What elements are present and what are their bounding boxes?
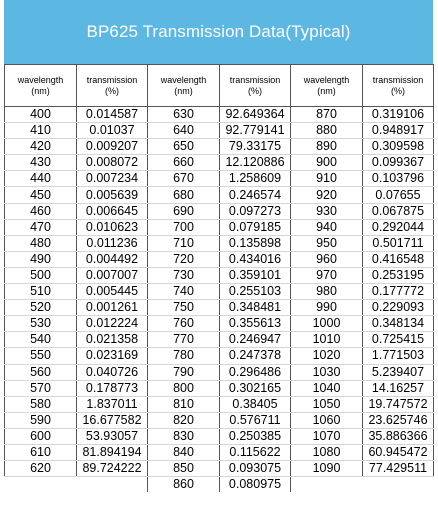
transmission-cell: 5.239407	[363, 364, 434, 380]
wavelength-cell: 760	[148, 316, 220, 332]
wavelength-cell: 1000	[291, 316, 363, 332]
transmission-cell: 77.429511	[363, 461, 434, 477]
table-row	[5, 316, 434, 332]
wavelength-cell: 540	[5, 332, 77, 348]
transmission-cell: 0.359101	[220, 267, 291, 283]
transmission-cell: 1.258609	[220, 171, 291, 187]
wavelength-cell: 660	[148, 155, 220, 171]
transmission-cell: 19.747572	[363, 396, 434, 412]
wavelength-cell: 960	[291, 251, 363, 267]
transmission-cell: 0.010623	[77, 219, 148, 235]
wavelength-header: wavelength (nm)	[148, 65, 220, 107]
transmission-cell: 60.945472	[363, 444, 434, 460]
wavelength-cell: 990	[291, 300, 363, 316]
wavelength-cell: 610	[5, 444, 77, 460]
transmission-cell: 0.292044	[363, 219, 434, 235]
table-row	[5, 461, 434, 477]
transmission-cell: 0.501711	[363, 235, 434, 251]
wavelength-cell: 820	[148, 412, 220, 428]
transmission-cell: 0.001261	[77, 300, 148, 316]
transmission-cell	[77, 477, 148, 493]
transmission-cell: 0.38405	[220, 396, 291, 412]
transmission-cell: 53.93057	[77, 428, 148, 444]
wavelength-cell: 930	[291, 203, 363, 219]
transmission-cell: 0.115622	[220, 444, 291, 460]
wavelength-cell: 560	[5, 364, 77, 380]
wavelength-cell: 1030	[291, 364, 363, 380]
transmission-cell: 0.302165	[220, 380, 291, 396]
transmission-cell: 92.649364	[220, 107, 291, 123]
transmission-cell: 0.011236	[77, 235, 148, 251]
wavelength-cell: 700	[148, 219, 220, 235]
transmission-cell: 0.07655	[363, 187, 434, 203]
transmission-cell: 0.005639	[77, 187, 148, 203]
table-row	[5, 203, 434, 219]
transmission-cell: 0.023169	[77, 348, 148, 364]
transmission-cell: 0.103796	[363, 171, 434, 187]
wavelength-cell: 490	[5, 251, 77, 267]
wavelength-cell: 850	[148, 461, 220, 477]
wavelength-cell: 680	[148, 187, 220, 203]
wavelength-cell: 640	[148, 123, 220, 139]
transmission-cell: 0.01037	[77, 123, 148, 139]
transmission-cell: 12.120886	[220, 155, 291, 171]
transmission-cell: 1.771503	[363, 348, 434, 364]
wavelength-cell	[291, 477, 363, 493]
wavelength-cell: 920	[291, 187, 363, 203]
wavelength-cell: 720	[148, 251, 220, 267]
wavelength-cell: 1080	[291, 444, 363, 460]
transmission-cell: 0.080975	[220, 477, 291, 493]
wavelength-cell: 830	[148, 428, 220, 444]
transmission-cell: 0.005445	[77, 284, 148, 300]
transmission-cell: 0.348134	[363, 316, 434, 332]
wavelength-cell: 980	[291, 284, 363, 300]
transmission-cell: 0.434016	[220, 251, 291, 267]
transmission-header: transmission (%)	[77, 65, 148, 107]
wavelength-cell: 480	[5, 235, 77, 251]
wavelength-cell: 400	[5, 107, 77, 123]
wavelength-cell: 770	[148, 332, 220, 348]
transmission-cell: 0.948917	[363, 123, 434, 139]
table-row	[5, 219, 434, 235]
wavelength-cell: 630	[148, 107, 220, 123]
transmission-cell: 0.253195	[363, 267, 434, 283]
wavelength-cell: 570	[5, 380, 77, 396]
page-title: BP625 Transmission Data(Typical)	[86, 22, 351, 41]
transmission-cell: 0.319106	[363, 107, 434, 123]
wavelength-cell: 740	[148, 284, 220, 300]
wavelength-cell: 1020	[291, 348, 363, 364]
transmission-cell: 14.16257	[363, 380, 434, 396]
transmission-table	[4, 64, 434, 492]
transmission-header: transmission (%)	[220, 65, 291, 107]
table-body	[5, 107, 434, 493]
wavelength-cell: 590	[5, 412, 77, 428]
wavelength-cell: 670	[148, 171, 220, 187]
wavelength-cell: 690	[148, 203, 220, 219]
transmission-cell: 0.008072	[77, 155, 148, 171]
transmission-cell: 0.021358	[77, 332, 148, 348]
table-row	[5, 267, 434, 283]
wavelength-cell: 520	[5, 300, 77, 316]
transmission-cell: 0.014587	[77, 107, 148, 123]
wavelength-header: wavelength (nm)	[5, 65, 77, 107]
wavelength-cell: 950	[291, 235, 363, 251]
title-banner	[4, 0, 433, 64]
wavelength-cell: 650	[148, 139, 220, 155]
transmission-cell: 1.837011	[77, 396, 148, 412]
table-row	[5, 396, 434, 412]
transmission-cell: 0.246947	[220, 332, 291, 348]
table-row	[5, 332, 434, 348]
transmission-cell: 0.246574	[220, 187, 291, 203]
wavelength-cell: 430	[5, 155, 77, 171]
table-row	[5, 251, 434, 267]
transmission-cell: 0.007234	[77, 171, 148, 187]
wavelength-cell: 1090	[291, 461, 363, 477]
transmission-cell: 0.040726	[77, 364, 148, 380]
table-row	[5, 123, 434, 139]
wavelength-cell: 500	[5, 267, 77, 283]
transmission-cell: 0.079185	[220, 219, 291, 235]
transmission-cell: 0.348481	[220, 300, 291, 316]
transmission-cell: 0.007007	[77, 267, 148, 283]
wavelength-cell: 1060	[291, 412, 363, 428]
wavelength-cell: 410	[5, 123, 77, 139]
wavelength-cell: 470	[5, 219, 77, 235]
transmission-cell: 23.625746	[363, 412, 434, 428]
table-row	[5, 139, 434, 155]
wavelength-cell: 460	[5, 203, 77, 219]
transmission-cell: 0.009207	[77, 139, 148, 155]
wavelength-cell: 870	[291, 107, 363, 123]
transmission-cell: 0.250385	[220, 428, 291, 444]
transmission-cell: 0.255103	[220, 284, 291, 300]
transmission-cell: 0.296486	[220, 364, 291, 380]
transmission-cell: 0.355613	[220, 316, 291, 332]
wavelength-cell: 880	[291, 123, 363, 139]
wavelength-header: wavelength (nm)	[291, 65, 363, 107]
wavelength-cell: 1050	[291, 396, 363, 412]
transmission-cell: 0.416548	[363, 251, 434, 267]
table-row	[5, 235, 434, 251]
wavelength-cell: 900	[291, 155, 363, 171]
transmission-cell	[363, 477, 434, 493]
wavelength-cell: 550	[5, 348, 77, 364]
wavelength-cell: 440	[5, 171, 77, 187]
transmission-cell: 16.677582	[77, 412, 148, 428]
transmission-cell: 0.135898	[220, 235, 291, 251]
wavelength-cell: 450	[5, 187, 77, 203]
wavelength-cell: 790	[148, 364, 220, 380]
transmission-cell: 0.012224	[77, 316, 148, 332]
wavelength-cell: 600	[5, 428, 77, 444]
table-row	[5, 187, 434, 203]
wavelength-cell: 780	[148, 348, 220, 364]
table-row	[5, 380, 434, 396]
transmission-cell: 0.178773	[77, 380, 148, 396]
transmission-data-sheet	[4, 0, 433, 492]
transmission-cell: 0.097273	[220, 203, 291, 219]
wavelength-cell: 860	[148, 477, 220, 493]
wavelength-cell: 580	[5, 396, 77, 412]
table-row	[5, 428, 434, 444]
transmission-cell: 0.247378	[220, 348, 291, 364]
wavelength-cell: 1070	[291, 428, 363, 444]
transmission-cell: 81.894194	[77, 444, 148, 460]
transmission-cell: 89.724222	[77, 461, 148, 477]
transmission-cell: 0.067875	[363, 203, 434, 219]
wavelength-cell: 750	[148, 300, 220, 316]
wavelength-cell: 420	[5, 139, 77, 155]
header-row	[5, 65, 434, 107]
table-row	[5, 364, 434, 380]
transmission-header: transmission (%)	[363, 65, 434, 107]
wavelength-cell: 840	[148, 444, 220, 460]
table-row	[5, 477, 434, 493]
table-row	[5, 171, 434, 187]
wavelength-cell: 940	[291, 219, 363, 235]
wavelength-cell: 730	[148, 267, 220, 283]
wavelength-cell: 510	[5, 284, 77, 300]
wavelength-cell: 810	[148, 396, 220, 412]
wavelength-cell: 890	[291, 139, 363, 155]
wavelength-cell	[5, 477, 77, 493]
wavelength-cell: 970	[291, 267, 363, 283]
wavelength-cell: 1040	[291, 380, 363, 396]
table-row	[5, 300, 434, 316]
transmission-cell: 0.006645	[77, 203, 148, 219]
wavelength-cell: 1010	[291, 332, 363, 348]
transmission-cell: 79.33175	[220, 139, 291, 155]
transmission-cell: 0.576711	[220, 412, 291, 428]
transmission-cell: 0.004492	[77, 251, 148, 267]
wavelength-cell: 800	[148, 380, 220, 396]
transmission-cell: 0.309598	[363, 139, 434, 155]
transmission-cell: 0.725415	[363, 332, 434, 348]
wavelength-cell: 620	[5, 461, 77, 477]
table-row	[5, 348, 434, 364]
table-row	[5, 284, 434, 300]
table-row	[5, 155, 434, 171]
table-row	[5, 107, 434, 123]
wavelength-cell: 710	[148, 235, 220, 251]
wavelength-cell: 530	[5, 316, 77, 332]
transmission-cell: 0.099367	[363, 155, 434, 171]
transmission-cell: 0.093075	[220, 461, 291, 477]
transmission-cell: 0.177772	[363, 284, 434, 300]
wavelength-cell: 910	[291, 171, 363, 187]
table-row	[5, 412, 434, 428]
table-row	[5, 444, 434, 460]
transmission-cell: 0.229093	[363, 300, 434, 316]
transmission-cell: 35.886366	[363, 428, 434, 444]
transmission-cell: 92.779141	[220, 123, 291, 139]
